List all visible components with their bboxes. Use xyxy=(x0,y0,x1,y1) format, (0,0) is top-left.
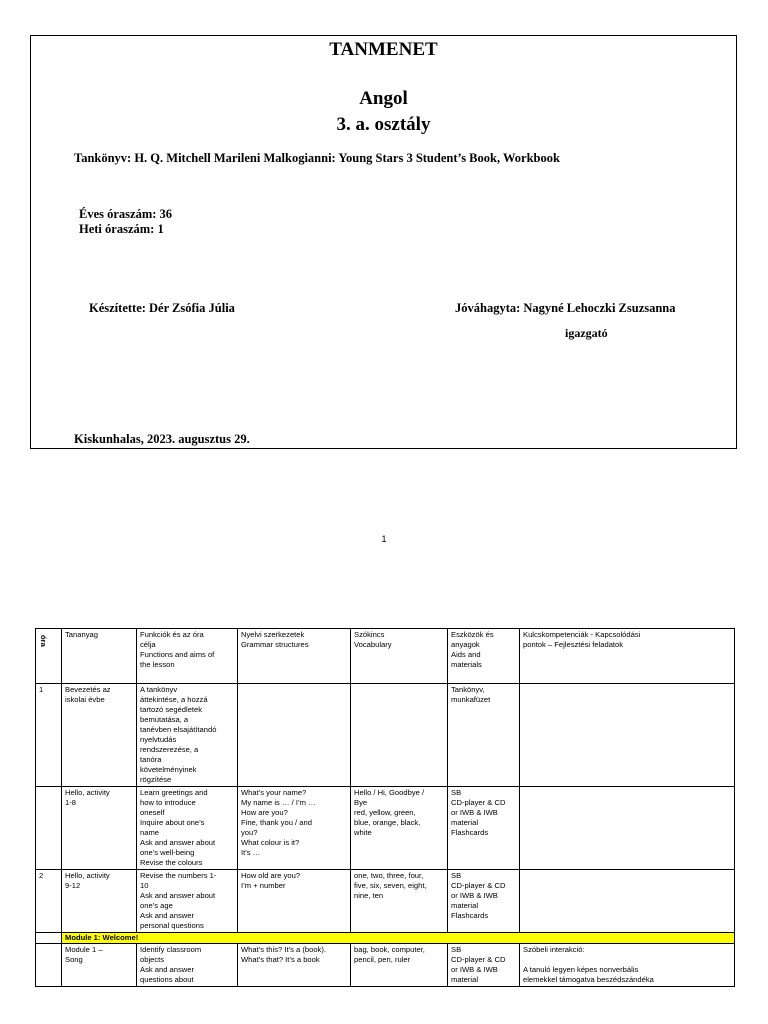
cell-tananyag: Hello, activity 1-8 xyxy=(62,787,137,870)
cell-eszkozok: SB CD-player & CD or IWB & IWB material Flashcards xyxy=(448,870,520,933)
subject-title: Angol xyxy=(359,88,408,109)
cell-num xyxy=(36,787,62,870)
cell-tananyag: Module 1 – Song xyxy=(62,944,137,987)
document-title: TANMENET xyxy=(329,39,438,60)
approved-by: Jóváhagyta: Nagyné Lehoczki Zsuzsanna xyxy=(455,301,676,315)
cell-eszkozok: SB CD-player & CD or IWB & IWB material xyxy=(448,944,520,987)
table-header-row xyxy=(36,629,735,684)
cell-kulcs: Szóbeli interakció: A tanuló legyen képes nonverbális elemekkel támogatva beszédszándéka xyxy=(520,944,735,987)
cell-szokincs: bag, book, computer, pencil, pen, ruler xyxy=(351,944,448,987)
module-heading-row xyxy=(36,933,735,944)
cell-funkciok: A tankönyv áttekintése, a hozzá tartozó segédletek bemutatása, a tanévben elsajátítandó nyelvtudás rendszerezése, a tanóra követelményinek rögzítése xyxy=(137,684,238,787)
weekly-hours: Heti óraszám: 1 xyxy=(79,222,164,236)
cell-nyelvi xyxy=(238,684,351,787)
cell-num xyxy=(36,944,62,987)
header-kulcs: Kulcskompetenciák - Kapcsolódási pontok – Fejlesztési feladatok xyxy=(520,629,735,684)
cell-eszkozok: Tankönyv, munkafüzet xyxy=(448,684,520,787)
header-szokincs: Szókincs Vocabulary xyxy=(351,629,448,684)
cover-box xyxy=(30,35,737,449)
header-nyelvi: Nyelvi szerkezetek Grammar structures xyxy=(238,629,351,684)
place-date: Kiskunhalas, 2023. augusztus 29. xyxy=(74,432,250,446)
cell-szokincs: one, two, three, four, five, six, seven, eight, nine, ten xyxy=(351,870,448,933)
cell-funkciok: Revise the numbers 1- 10 Ask and answer about one’s age Ask and answer personal questions xyxy=(137,870,238,933)
header-eszkozok: Eszközök és anyagok Aids and materials xyxy=(448,629,520,684)
table-row xyxy=(36,787,735,870)
cell-kulcs xyxy=(520,870,735,933)
page-number: 1 xyxy=(381,534,387,544)
approver-title: igazgató xyxy=(565,326,608,340)
cell-funkciok: Identify classroom objects Ask and answer questions about xyxy=(137,944,238,987)
cell-szokincs: Hello / Hi, Goodbye / Bye red, yellow, green, blue, orange, black, white xyxy=(351,787,448,870)
yearly-hours: Éves óraszám: 36 xyxy=(79,207,173,221)
lesson-plan-table xyxy=(35,628,735,987)
cell-tananyag: Bevezetés az iskolai évbe xyxy=(62,684,137,787)
prepared-by: Készítette: Dér Zsófia Júlia xyxy=(89,301,235,315)
textbook-line: Tankönyv: H. Q. Mitchell Marileni Malkogianni: Young Stars 3 Student’s Book, Workbook xyxy=(74,151,560,165)
table-row xyxy=(36,684,735,787)
cell-nyelvi: What’s this? It’s a (book). What’s that? It’s a book xyxy=(238,944,351,987)
cell-kulcs xyxy=(520,684,735,787)
cell-nyelvi: What’s your name? My name is … / I’m … How are you? Fine, thank you / and you? What colour is it? It’s … xyxy=(238,787,351,870)
table-row xyxy=(36,944,735,987)
header-ora: óra xyxy=(36,629,62,684)
module-heading-blank-cell xyxy=(36,933,62,944)
cell-tananyag: Hello, activity 9-12 xyxy=(62,870,137,933)
header-tananyag: Tananyag xyxy=(62,629,137,684)
cell-funkciok: Learn greetings and how to introduce oneself Inquire about one’s name Ask and answer about one’s well-being Revise the colours xyxy=(137,787,238,870)
cell-num: 2 xyxy=(36,870,62,933)
cell-num: 1 xyxy=(36,684,62,787)
class-title: 3. a. osztály xyxy=(336,114,431,135)
header-funkciok: Funkciók és az óra célja Functions and aims of the lesson xyxy=(137,629,238,684)
table-row xyxy=(36,870,735,933)
cell-eszkozok: SB CD-player & CD or IWB & IWB material Flashcards xyxy=(448,787,520,870)
module-heading: Module 1: Welcome! xyxy=(62,933,735,944)
cell-nyelvi: How old are you? I’m + number xyxy=(238,870,351,933)
cell-kulcs xyxy=(520,787,735,870)
cell-szokincs xyxy=(351,684,448,787)
